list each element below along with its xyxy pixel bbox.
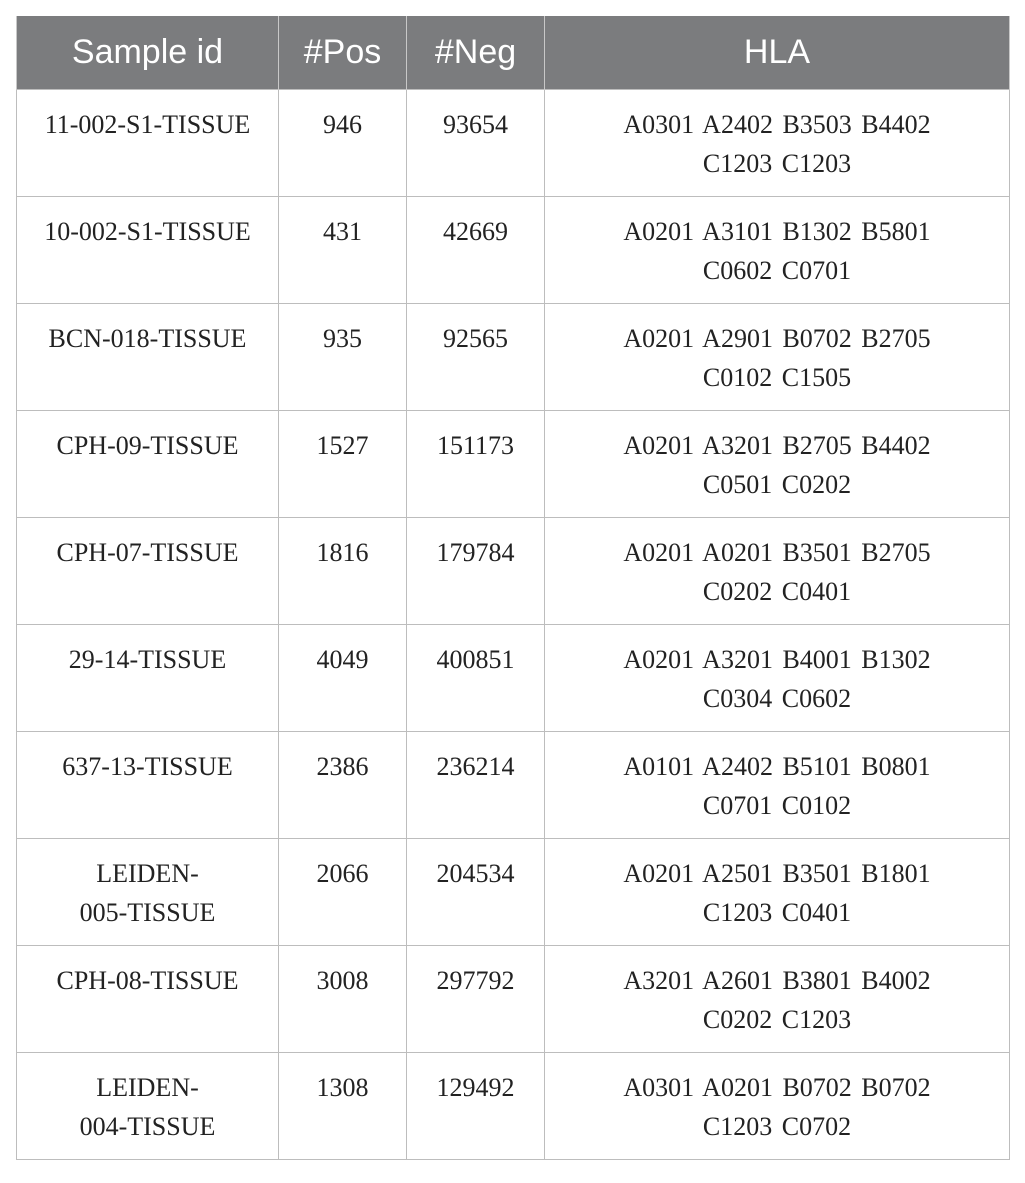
cell-pos: 1816 xyxy=(279,518,407,625)
cell-sample-id xyxy=(17,839,279,946)
sample-id-text: 11-002-S1-TISSUE xyxy=(44,110,251,139)
hla-alleles-line: A0201 A2501 B3501 B1801 xyxy=(623,859,931,888)
sample-id-text: BCN-018-TISSUE xyxy=(48,324,247,353)
table-row xyxy=(17,411,1010,518)
cell-neg: 92565 xyxy=(407,304,545,411)
hla-alleles-line: C0602 C0701 xyxy=(702,256,852,285)
sample-id-text: CPH-07-TISSUE xyxy=(56,538,239,567)
sample-id-line: 005-TISSUE xyxy=(79,898,216,927)
hla-alleles-line: C0102 C1505 xyxy=(702,363,852,392)
table-row xyxy=(17,197,1010,304)
cell-hla xyxy=(545,732,1010,839)
cell-pos: 2066 xyxy=(279,839,407,946)
header-neg: #Neg xyxy=(407,16,545,90)
hla-alleles-line: A3201 A2601 B3801 B4002 xyxy=(623,966,931,995)
cell-neg: 129492 xyxy=(407,1053,545,1160)
cell-neg: 93654 xyxy=(407,90,545,197)
sample-id-text: CPH-09-TISSUE xyxy=(56,431,239,460)
hla-alleles-line: A0301 A0201 B0702 B0702 xyxy=(623,1073,931,1102)
cell-neg: 42669 xyxy=(407,197,545,304)
cell-pos: 3008 xyxy=(279,946,407,1053)
cell-hla xyxy=(545,518,1010,625)
sample-id-line: LEIDEN- xyxy=(96,1073,199,1102)
hla-sample-table xyxy=(16,16,1010,1160)
header-pos: #Pos xyxy=(279,16,407,90)
header-sample-id: Sample id xyxy=(17,16,279,90)
cell-hla xyxy=(545,946,1010,1053)
table-row xyxy=(17,518,1010,625)
cell-hla xyxy=(545,197,1010,304)
cell-hla xyxy=(545,1053,1010,1160)
hla-alleles-line: C1203 C1203 xyxy=(702,149,852,178)
table-header xyxy=(17,16,1010,90)
hla-alleles-line: A0201 A2901 B0702 B2705 xyxy=(623,324,931,353)
sample-id-line: LEIDEN- xyxy=(96,859,199,888)
hla-alleles-line: C1203 C0401 xyxy=(702,898,852,927)
cell-sample-id xyxy=(17,304,279,411)
hla-alleles-line: A0201 A3201 B4001 B1302 xyxy=(623,645,931,674)
hla-alleles-line: C0202 C1203 xyxy=(702,1005,852,1034)
table-body xyxy=(17,90,1010,1160)
cell-sample-id xyxy=(17,1053,279,1160)
table-row xyxy=(17,839,1010,946)
cell-neg: 297792 xyxy=(407,946,545,1053)
hla-alleles-line: C1203 C0702 xyxy=(702,1112,852,1141)
cell-pos: 2386 xyxy=(279,732,407,839)
sample-id-text: CPH-08-TISSUE xyxy=(56,966,239,995)
cell-neg: 400851 xyxy=(407,625,545,732)
hla-alleles-line: C0501 C0202 xyxy=(702,470,852,499)
cell-pos: 946 xyxy=(279,90,407,197)
cell-neg: 179784 xyxy=(407,518,545,625)
cell-sample-id xyxy=(17,411,279,518)
hla-alleles-line: A0301 A2402 B3503 B4402 xyxy=(623,110,931,139)
cell-neg: 204534 xyxy=(407,839,545,946)
table-row xyxy=(17,732,1010,839)
table-row xyxy=(17,625,1010,732)
sample-id-line: 004-TISSUE xyxy=(79,1112,216,1141)
cell-sample-id xyxy=(17,732,279,839)
hla-alleles-line: C0701 C0102 xyxy=(702,791,852,820)
cell-neg: 236214 xyxy=(407,732,545,839)
cell-hla xyxy=(545,304,1010,411)
cell-sample-id xyxy=(17,197,279,304)
header-row xyxy=(17,16,1010,90)
sample-id-text: 29-14-TISSUE xyxy=(68,645,227,674)
cell-pos: 1527 xyxy=(279,411,407,518)
table-row xyxy=(17,90,1010,197)
cell-sample-id xyxy=(17,518,279,625)
sample-id-text: 637-13-TISSUE xyxy=(62,752,233,781)
hla-alleles-line: C0304 C0602 xyxy=(702,684,852,713)
cell-sample-id xyxy=(17,625,279,732)
table-row xyxy=(17,1053,1010,1160)
cell-pos: 1308 xyxy=(279,1053,407,1160)
cell-hla xyxy=(545,90,1010,197)
cell-neg: 151173 xyxy=(407,411,545,518)
hla-alleles-line: A0201 A3201 B2705 B4402 xyxy=(623,431,931,460)
header-hla: HLA xyxy=(545,16,1010,90)
sample-id-text: 10-002-S1-TISSUE xyxy=(44,217,251,246)
hla-alleles-line: A0201 A3101 B1302 B5801 xyxy=(623,217,931,246)
hla-alleles-line: A0201 A0201 B3501 B2705 xyxy=(623,538,931,567)
cell-pos: 4049 xyxy=(279,625,407,732)
cell-pos: 431 xyxy=(279,197,407,304)
cell-hla xyxy=(545,411,1010,518)
hla-alleles-line: A0101 A2402 B5101 B0801 xyxy=(623,752,931,781)
cell-sample-id xyxy=(17,90,279,197)
hla-alleles-line: C0202 C0401 xyxy=(702,577,852,606)
cell-pos: 935 xyxy=(279,304,407,411)
cell-sample-id xyxy=(17,946,279,1053)
table-row xyxy=(17,304,1010,411)
cell-hla xyxy=(545,839,1010,946)
table-row xyxy=(17,946,1010,1053)
cell-hla xyxy=(545,625,1010,732)
